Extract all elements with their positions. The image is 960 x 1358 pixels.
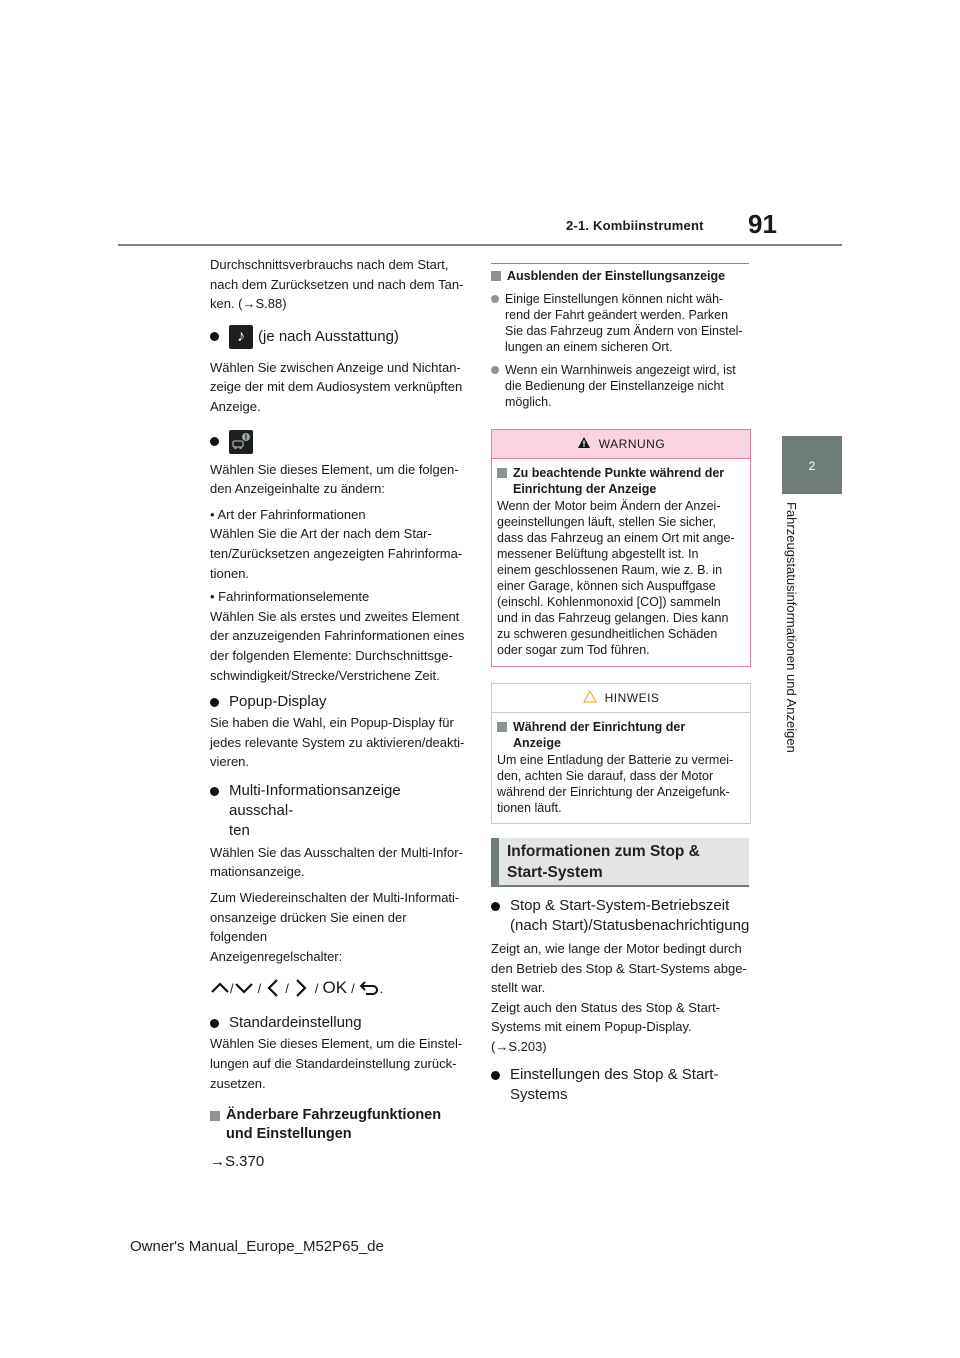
warning-triangle-icon: [577, 436, 591, 449]
info-desc: Wählen Sie dieses Element, um die folgen-: [210, 461, 459, 477]
back-arrow-icon: [358, 979, 380, 997]
intro-line: ken. (→S.88): [210, 296, 287, 312]
bullet-dot: [491, 366, 499, 374]
bullet-dot: [210, 698, 219, 707]
notice-line: tionen läuft.: [497, 801, 562, 815]
ss-desc: Systems mit einem Popup-Display.: [491, 1019, 692, 1035]
warning-line: geeinstellungen läuft, stellen Sie sicher,: [497, 515, 716, 529]
hide-bullet: [491, 291, 749, 355]
switch-end: .: [379, 980, 384, 996]
warning-subtitle: [497, 465, 745, 497]
left-column: [210, 255, 465, 1170]
multi-desc2: Zum Wiedereinschalten der Multi-Informati-: [210, 890, 460, 906]
section-heading-line: Informationen zum Stop &: [507, 843, 700, 860]
hide-title: Ausblenden der Einstellungsanzeige: [507, 269, 726, 283]
popup-desc: vieren.: [210, 754, 250, 770]
bullet-dot: [210, 1019, 219, 1028]
notice-label: HINWEIS: [604, 691, 660, 705]
warning-subtitle-line: Einrichtung der Anzeige: [513, 482, 657, 496]
bullet-dot: [210, 332, 219, 341]
warning-subtitle-line: Zu beachtende Punkte während der: [513, 466, 725, 480]
hide-text: Sie das Fahrzeug zum Ändern von Einstel-: [505, 324, 743, 338]
notice-box: [491, 683, 751, 824]
square-bullet: [491, 271, 501, 281]
multi-title-line: ten: [229, 821, 250, 839]
std-desc: Wählen Sie dieses Element, um die Einstel-: [210, 1036, 463, 1052]
audio-desc: Anzeige.: [210, 398, 261, 414]
section-heading-line: Start-System: [507, 864, 603, 881]
sub-item-desc: tionen.: [210, 565, 250, 581]
warning-line: dass das Fahrzeug an einem Ort mit ange-: [497, 531, 735, 545]
ss2-title-line: Einstellungen des Stop & Start-: [510, 1065, 719, 1083]
hide-text: lungen an einem sicheren Ort.: [505, 340, 673, 354]
footer: Owner's Manual_Europe_M52P65_de: [130, 1238, 384, 1255]
hide-section: [491, 268, 749, 410]
popup-desc: jedes relevante System zu aktivieren/deakti-: [210, 734, 465, 750]
hide-text: Wenn ein Warnhinweis angezeigt wird, ist: [505, 363, 736, 377]
std-title: Standardeinstellung: [229, 1014, 362, 1032]
ss-title-line: Stop & Start-System-Betriebszeit: [510, 897, 730, 914]
ss-title: [510, 896, 749, 936]
bullet-dot: [491, 902, 500, 911]
popup-bullet: [210, 692, 465, 712]
hide-section-rule: [491, 263, 749, 264]
audio-bullet-label: (je nach Ausstattung): [258, 327, 399, 345]
square-bullet: [497, 468, 507, 478]
info-bullet: [210, 430, 465, 454]
switch-separator: /: [257, 980, 262, 996]
multi-desc: Wählen Sie das Ausschalten der Multi-Infor-: [210, 844, 463, 860]
warning-line: einem geschlossenen Raum, wie z. B. in: [497, 563, 723, 577]
warning-text: [497, 498, 745, 658]
ss-title-line: (nach Start)/Statusbenachrichtigung: [510, 917, 750, 934]
change-title-line: Änderbare Fahrzeugfunktionen: [226, 1107, 442, 1124]
popup-title: Popup-Display: [229, 693, 327, 711]
notice-subtitle-text: [513, 719, 685, 751]
ss-desc: Zeigt auch den Status des Stop & Start-: [491, 999, 721, 1015]
notice-triangle-icon: [583, 690, 597, 703]
vehicle-info-icon-shape: [229, 430, 253, 454]
header-divider: [118, 244, 842, 246]
ok-switch-label: OK: [322, 978, 348, 998]
notice-line: Um eine Entladung der Batterie zu vermei-: [497, 753, 734, 767]
section-heading-stop-start: [491, 838, 749, 887]
switch-separator: /: [314, 980, 319, 996]
warning-label: WARNUNG: [598, 437, 666, 451]
warning-line: messener Belüftung abgestellt ist. In: [497, 547, 699, 561]
hide-bullet: [491, 362, 749, 410]
sub-item-desc: der folgenden Elemente: Durchschnittsge-: [210, 647, 453, 663]
audio-desc: Wählen Sie zwischen Anzeige und Nichtan-: [210, 359, 461, 375]
warning-line: zu schweren gesundheitlichen Schäden: [497, 627, 718, 641]
ss2-title: [510, 1065, 718, 1105]
sub-item-title: • Fahrinformationselemente: [210, 589, 370, 605]
multi-desc: mationsanzeige.: [210, 864, 305, 880]
vehicle-info-icon: [229, 430, 253, 454]
warning-subtitle-text: [513, 465, 724, 497]
notice-header: [492, 684, 750, 713]
chevron-down-icon: [234, 981, 254, 995]
square-bullet: [497, 722, 507, 732]
ss-desc: den Betrieb des Stop & Start-Systems abge-: [491, 960, 747, 976]
intro-line: Durchschnittsverbrauchs nach dem Start,: [210, 257, 449, 272]
square-bullet: [210, 1111, 220, 1121]
chapter-title: [784, 502, 806, 772]
ss-desc: Zeigt an, wie lange der Motor bedingt durch: [491, 941, 742, 956]
bullet-dot: [491, 295, 499, 303]
bullet-dot: [491, 1071, 500, 1080]
sub-item-desc: der anzuzeigenden Fahrinformationen eines: [210, 628, 465, 644]
chapter-tab: 2: [782, 436, 842, 494]
notice-subtitle-line: Anzeige: [513, 736, 561, 750]
ss-desc: stellt war.: [491, 980, 546, 996]
stop-start-section: [491, 896, 753, 1105]
section-header: 2-1. Kombiinstrument: [566, 218, 704, 233]
chevron-right-icon: [293, 978, 309, 998]
notice-text: [497, 752, 745, 816]
ss2-bullet: [491, 1065, 753, 1105]
multi-title-line: Multi-Informationsanzeige ausschal-: [229, 781, 401, 819]
switch-separator: /: [230, 980, 234, 996]
ss-bullet: [491, 896, 753, 936]
notice-line: während der Einrichtung der Anzeigefunk-: [497, 785, 730, 799]
sub-item-desc: Wählen Sie als erstes und zweites Element: [210, 608, 460, 624]
change-heading: [210, 1106, 465, 1144]
hide-text: Einige Einstellungen können nicht wäh-: [505, 292, 724, 306]
audio-bullet: [210, 325, 465, 349]
ss-desc: (→S.203): [491, 1038, 547, 1054]
sub-item-title: • Art der Fahrinformationen: [210, 506, 366, 522]
warning-line: (einschl. Kohlenmonoxid [CO]) sammeln: [497, 595, 721, 609]
hide-text: möglich.: [505, 395, 552, 409]
multi-desc2: Anzeigenregelschalter:: [210, 948, 343, 964]
std-desc: lungen auf die Standardeinstellung zurück-: [210, 1056, 457, 1072]
bullet-dot: [210, 787, 219, 796]
hide-text: die Bedienung der Einstellanzeige nicht: [505, 379, 724, 393]
chevron-left-icon: [265, 978, 281, 998]
change-title-line: und Einstellungen: [226, 1126, 352, 1143]
warning-line: oder sogar zum Tod führen.: [497, 643, 650, 657]
change-title: [226, 1106, 441, 1144]
warning-line: einer Garage, können sich Auspuffgase: [497, 579, 716, 593]
chevron-up-icon: [210, 981, 230, 995]
std-desc: zusetzen.: [210, 1075, 266, 1091]
intro-line: nach dem Zurücksetzen und nach dem Tan-: [210, 276, 464, 292]
sub-item-desc: ten/Zurücksetzen angezeigten Fahrinforma-: [210, 545, 463, 561]
multi-bullet: [210, 781, 465, 841]
sub-item-desc: Wählen Sie die Art der nach dem Star-: [210, 526, 432, 542]
switch-separator: /: [351, 980, 355, 996]
audio-desc: zeige der mit dem Audiosystem verknüpften: [210, 379, 463, 395]
switch-list: [210, 977, 465, 999]
music-note-icon: ♪: [229, 325, 253, 349]
page-number: 91: [748, 209, 777, 239]
info-desc: den Anzeigeinhalte zu ändern:: [210, 481, 385, 497]
notice-line: den, achten Sie darauf, dass der Motor: [497, 769, 714, 783]
warning-header: [492, 430, 750, 459]
multi-desc2: onsanzeige drücken Sie einen der folgenden: [210, 909, 407, 945]
notice-subtitle-line: Während der Einrichtung der: [513, 720, 686, 734]
bullet-dot: [210, 437, 219, 446]
ss2-title-line: Systems: [510, 1085, 568, 1103]
chapter-title-text: Fahrzeugstatusinformationen und Anzeigen: [784, 502, 799, 753]
warning-box: [491, 429, 751, 667]
multi-title: [229, 781, 465, 841]
hide-heading: [491, 268, 749, 284]
warning-line: und in das Fahrzeug gelangen. Dies kann: [497, 611, 729, 625]
notice-subtitle: [497, 719, 745, 751]
switch-separator: /: [285, 980, 289, 996]
sub-item-desc: schwindigkeit/Strecke/Verstrichene Zeit.: [210, 667, 440, 683]
hide-text: rend der Fahrt geändert werden. Parken: [505, 308, 729, 322]
std-bullet: [210, 1013, 465, 1033]
change-ref: →S.370: [210, 1153, 265, 1171]
popup-desc: Sie haben die Wahl, ein Popup-Display für: [210, 715, 454, 731]
warning-line: Wenn der Motor beim Ändern der Anzei-: [497, 499, 721, 513]
